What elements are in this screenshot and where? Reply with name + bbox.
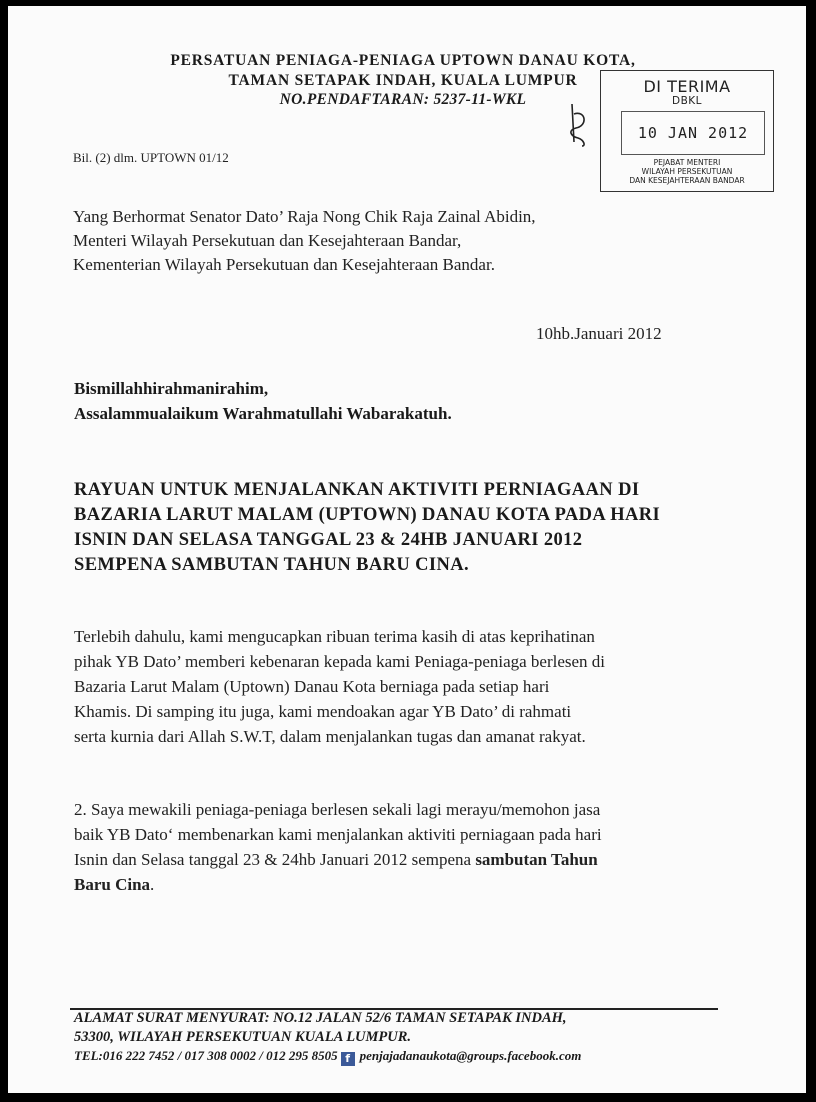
stamp-dept: DBKL bbox=[671, 95, 703, 107]
subject-line: ISNIN DAN SELASA TANGGAL 23 & 24HB JANUARI 2012 bbox=[74, 530, 583, 550]
org-name-line1: PERSATUAN PENIAGA-PENIAGA UPTOWN DANAU KOTA, bbox=[170, 52, 636, 69]
stamp-title: DI TERIMA bbox=[643, 77, 731, 96]
initial-signature bbox=[566, 102, 592, 148]
stamp-footer-line: WILAYAH PERSEKUTUAN bbox=[641, 167, 733, 176]
paragraph1-line: Terlebih dahulu, kami mengucapkan ribuan terima kasih di atas keprihatinan bbox=[74, 627, 595, 646]
footer-address-line: 53300, WILAYAH PERSEKUTUAN KUALA LUMPUR. bbox=[74, 1029, 412, 1045]
paragraph1-line: Bazaria Larut Malam (Uptown) Danau Kota berniaga pada setiap hari bbox=[74, 677, 550, 696]
paragraph2-tail: . bbox=[150, 875, 155, 894]
stamp-footer-line: PEJABAT MENTERI bbox=[653, 158, 721, 167]
greeting-line: Assalammualaikum Warahmatullahi Wabarakatuh. bbox=[74, 404, 452, 423]
stamp-footer-line: DAN KESEJAHTERAAN BANDAR bbox=[629, 176, 745, 185]
subject-line: BAZARIA LARUT MALAM (UPTOWN) DANAU KOTA PADA HARI bbox=[74, 505, 661, 525]
addressee-line: Kementerian Wilayah Persekutuan dan Kesejahteraan Bandar. bbox=[73, 255, 495, 274]
paragraph2-bold: sambutan Tahun bbox=[475, 850, 598, 869]
addressee-line: Yang Berhormat Senator Dato’ Raja Nong Chik Raja Zainal Abidin, bbox=[73, 207, 536, 226]
paragraph1-line: Khamis. Di samping itu juga, kami mendoakan agar YB Dato’ di rahmati bbox=[74, 702, 572, 721]
paragraph2-bold-last: Baru Cina bbox=[74, 875, 151, 894]
facebook-icon: f bbox=[341, 1052, 355, 1066]
addressee-line: Menteri Wilayah Persekutuan dan Kesejahteraan Bandar, bbox=[73, 231, 462, 250]
org-name-line2: TAMAN SETAPAK INDAH, KUALA LUMPUR bbox=[228, 72, 578, 89]
stamp-date: 10 JAN 2012 bbox=[621, 111, 765, 155]
subject-line: RAYUAN UNTUK MENJALANKAN AKTIVITI PERNIAGAAN DI bbox=[74, 480, 640, 500]
paragraph2-line: 2. Saya mewakili peniaga-peniaga berlesen sekali lagi merayu/memohon jasa bbox=[74, 800, 601, 819]
paragraph2-line: baik YB Dato‘ membenarkan kami menjalankan aktiviti perniagaan pada hari bbox=[74, 825, 602, 844]
paragraph1-line: pihak YB Dato’ memberi kebenaran kepada kami Peniaga-peniaga berlesen di bbox=[74, 652, 606, 671]
letter-date: 10hb.Januari 2012 bbox=[536, 324, 662, 343]
footer-facebook: penjajadanaukota@groups.facebook.com bbox=[359, 1048, 582, 1063]
paragraph2-line bbox=[74, 850, 598, 870]
subject-line: SEMPENA SAMBUTAN TAHUN BARU CINA. bbox=[74, 555, 470, 575]
letter-page bbox=[8, 6, 806, 1093]
paragraph2-text: Isnin dan Selasa tanggal 23 & 24hb Januari 2012 sempena bbox=[74, 850, 476, 869]
footer-phones: TEL:016 222 7452 / 017 308 0002 / 012 295 8505 bbox=[74, 1048, 338, 1063]
footer-address-line: ALAMAT SURAT MENYURAT: NO.12 JALAN 52/6 TAMAN SETAPAK INDAH, bbox=[74, 1010, 567, 1026]
received-stamp bbox=[600, 70, 774, 192]
paragraph2-line bbox=[74, 875, 154, 895]
footer-contact bbox=[74, 1048, 581, 1066]
paragraph1-line: serta kurnia dari Allah S.W.T, dalam menjalankan tugas dan amanat rakyat. bbox=[74, 727, 586, 746]
registration-number: NO.PENDAFTARAN: 5237-11-WKL bbox=[279, 91, 527, 108]
reference-number: Bil. (2) dlm. UPTOWN 01/12 bbox=[73, 150, 229, 165]
greeting-line: Bismillahhirahmanirahim, bbox=[74, 379, 269, 398]
